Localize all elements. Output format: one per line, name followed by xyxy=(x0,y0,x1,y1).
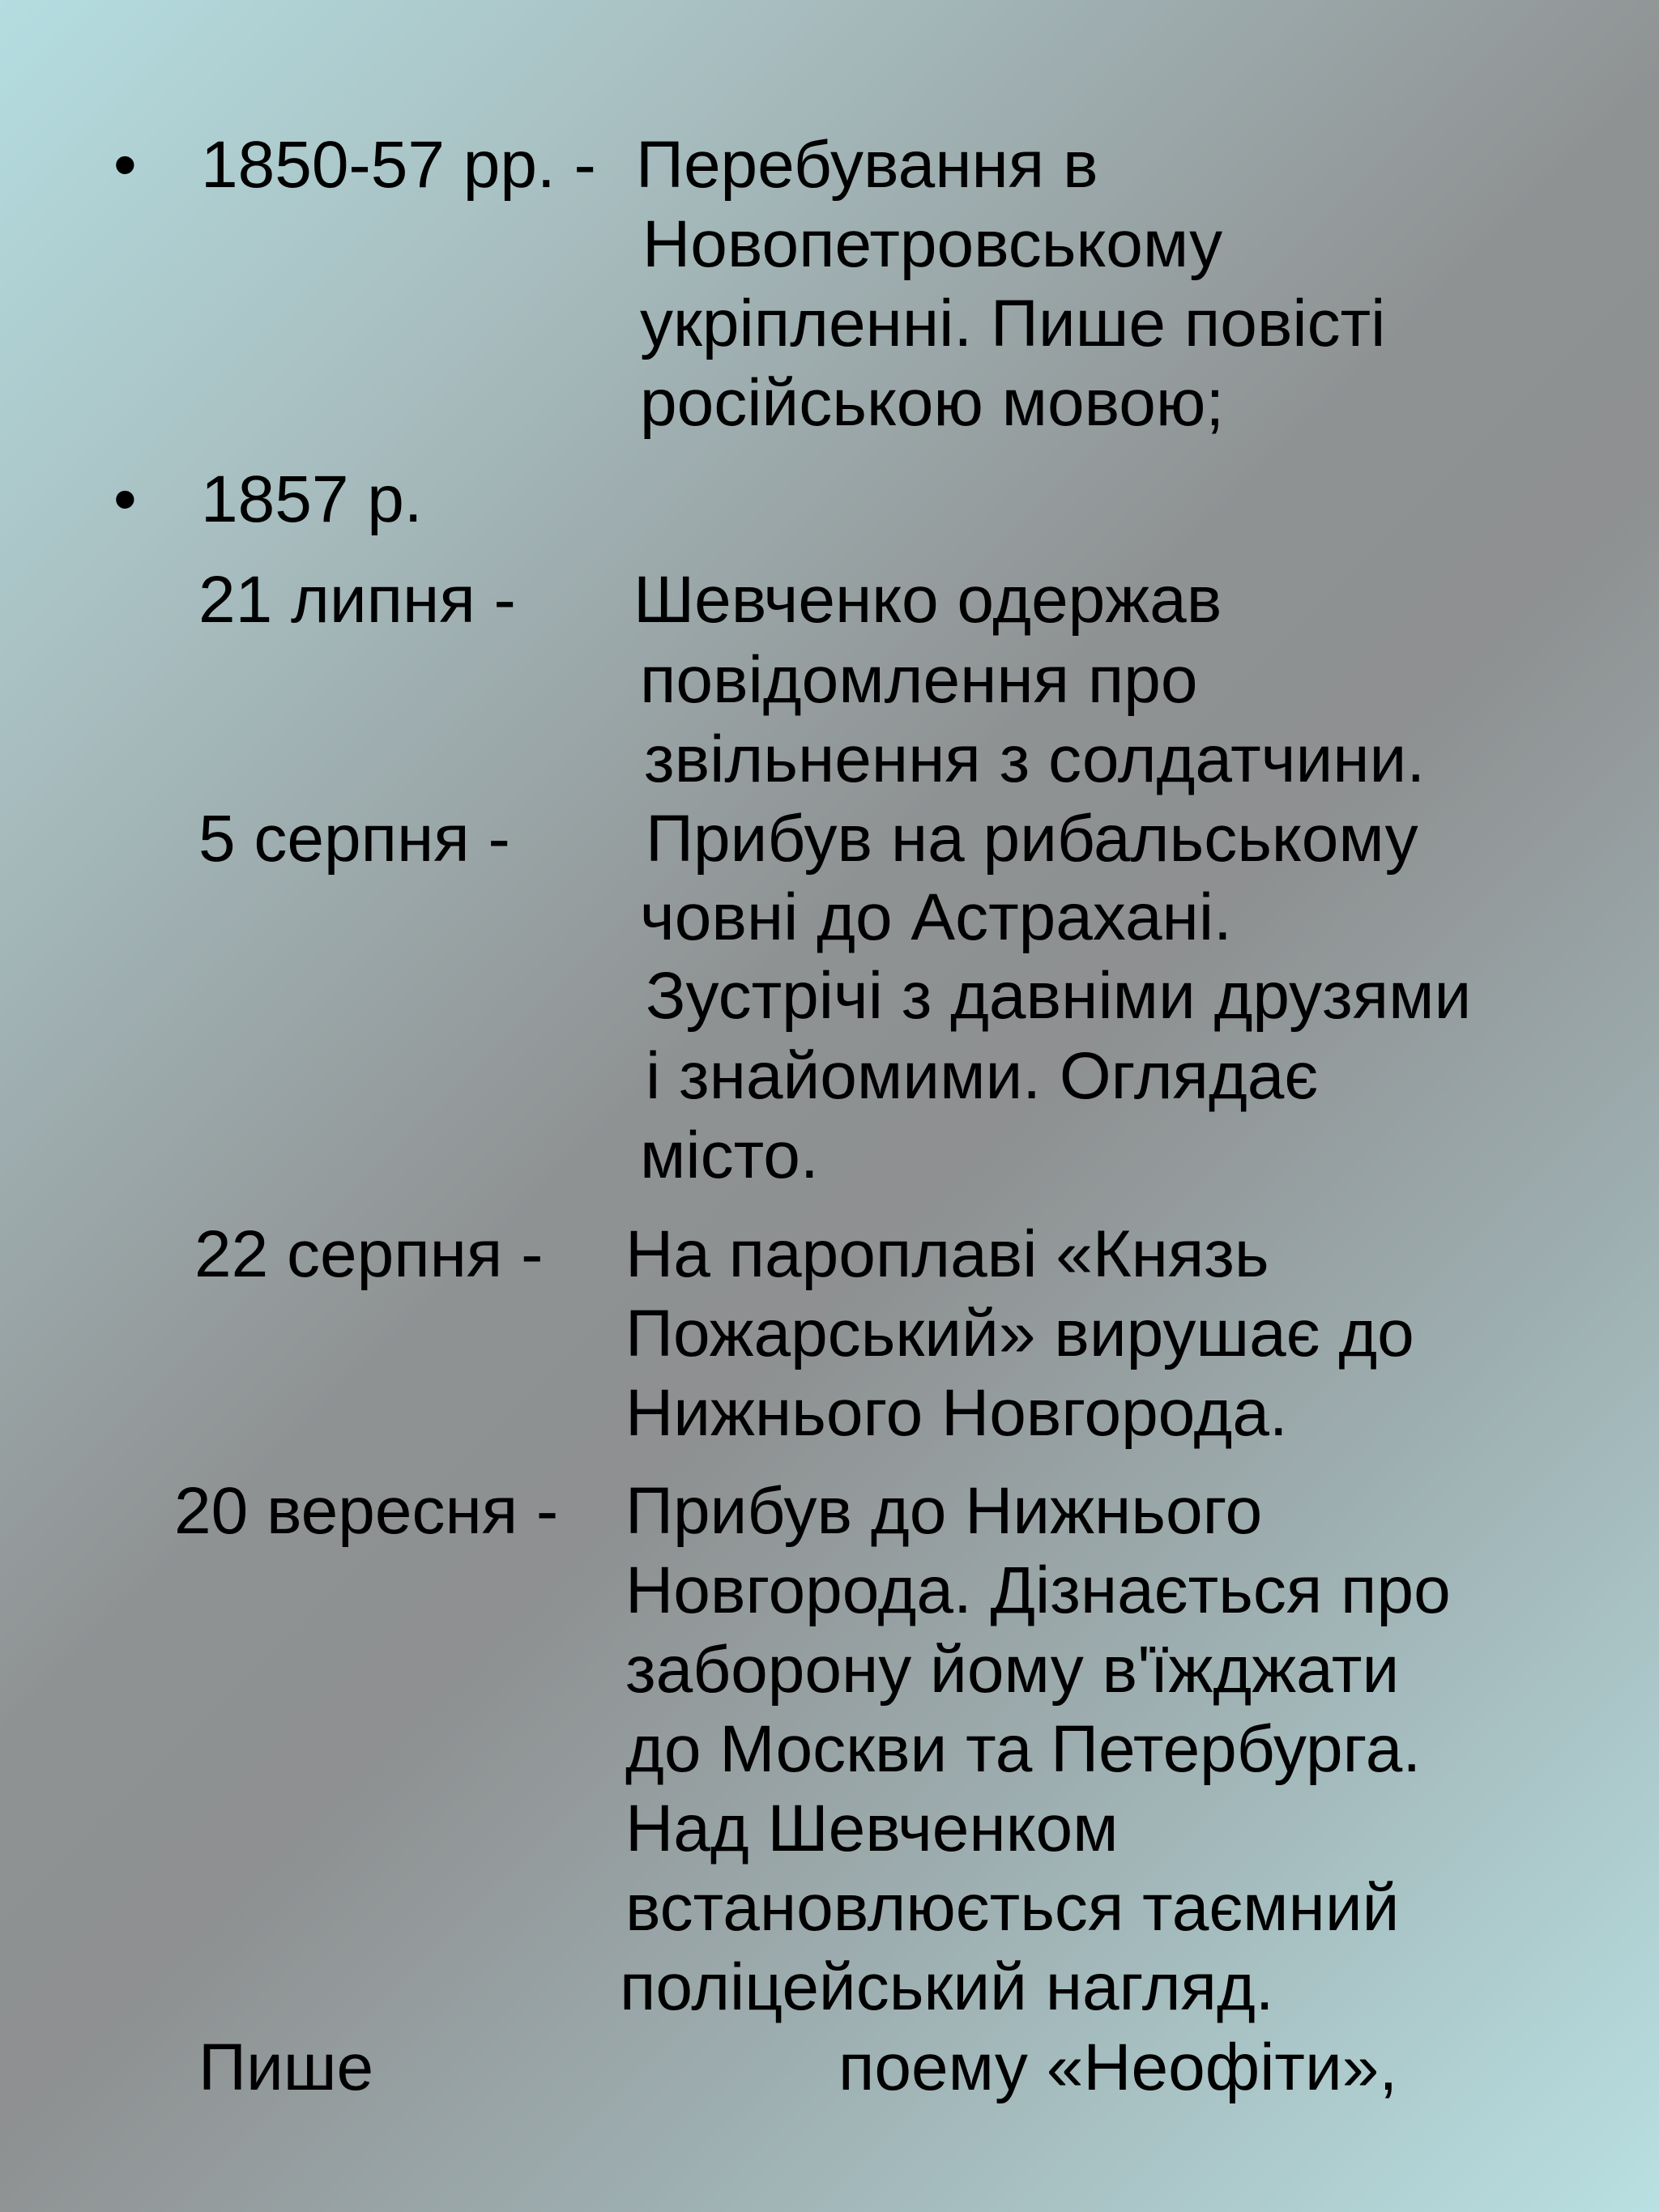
entry-date-22-august: 22 серпня - xyxy=(194,1217,544,1291)
entry-20-september-line-1: Прибув до Нижнього xyxy=(625,1474,1263,1548)
entry-20-september-line-2: Новгорода. Дізнається про xyxy=(625,1554,1451,1627)
footer-left-text: Пише xyxy=(198,2031,374,2104)
entry-date-5-august: 5 серпня - xyxy=(198,802,510,876)
bullet-2: • xyxy=(113,462,137,536)
entry-5-august-line-3: Зустрічі з давніми друзями xyxy=(646,959,1472,1033)
entry-20-september-line-4: до Москви та Петербурга. xyxy=(625,1712,1422,1786)
entry-22-august-line-1: На пароплаві «Князь xyxy=(625,1217,1269,1291)
entry-5-august-line-4: і знайомими. Оглядає xyxy=(646,1039,1319,1113)
entry-date-20-september: 20 вересня - xyxy=(174,1474,559,1548)
entry-21-july-line-2: повідомлення про xyxy=(640,643,1198,717)
entry-20-september-line-7: поліцейський нагляд. xyxy=(620,1950,1274,2024)
entry-21-july-line-1: Шевченко одержав xyxy=(633,563,1222,637)
entry-1850-line-4: російською мовою; xyxy=(640,366,1225,440)
entry-1850-line-1: Перебування в xyxy=(636,128,1098,202)
entry-date-1857: 1857 р. xyxy=(201,462,423,536)
bullet-1: • xyxy=(113,128,137,202)
entry-22-august-line-2: Пожарський» вирушає до xyxy=(625,1297,1414,1370)
entry-5-august-line-5: місто. xyxy=(640,1119,819,1192)
entry-20-september-line-3: заборону йому в'їжджати xyxy=(625,1633,1400,1707)
entry-5-august-line-2: човні до Астрахані. xyxy=(640,880,1232,954)
entry-21-july-line-3: звільнення з солдатчини. xyxy=(644,722,1426,796)
entry-5-august-line-1: Прибув на рибальському xyxy=(646,802,1418,876)
entry-20-september-line-5: Над Шевченком xyxy=(625,1792,1119,1865)
entry-1850-line-2: Новопетровському xyxy=(642,207,1223,281)
entry-date-1850: 1850-57 рр. - xyxy=(201,128,596,202)
entry-date-21-july: 21 липня - xyxy=(198,563,516,637)
entry-22-august-line-3: Нижнього Новгорода. xyxy=(625,1376,1288,1450)
footer-right-text: поему «Неофіти», xyxy=(838,2031,1398,2104)
entry-1850-line-3: укріпленні. Пише повісті xyxy=(640,287,1386,360)
entry-20-september-line-6: встановлюється таємний xyxy=(625,1871,1400,1945)
